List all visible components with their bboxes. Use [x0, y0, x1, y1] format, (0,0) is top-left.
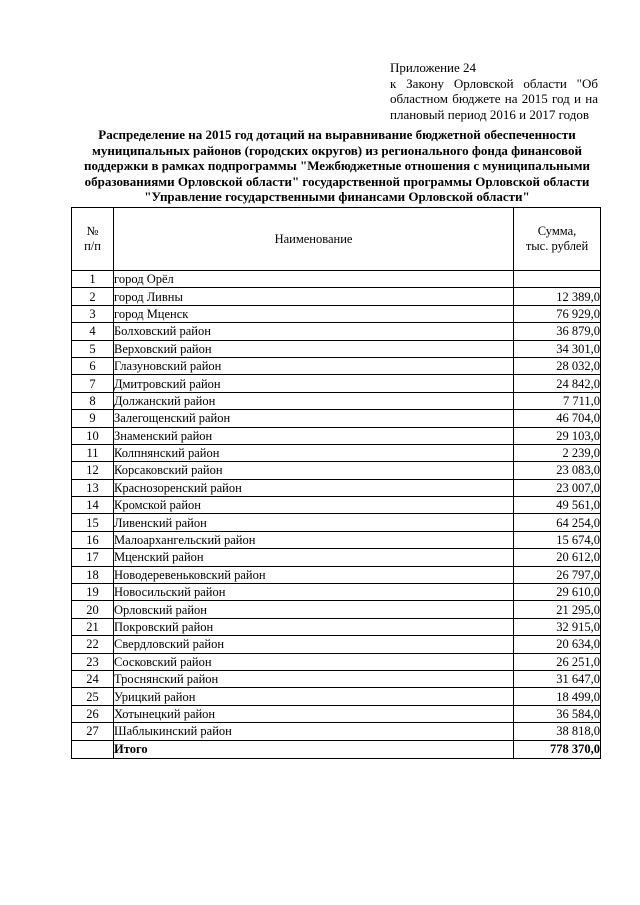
- row-sum-cell: 28 032,0: [514, 357, 601, 374]
- row-name-cell: Шаблыкинский район: [114, 723, 514, 740]
- row-sum-cell: 29 103,0: [514, 427, 601, 444]
- row-sum-cell: 26 251,0: [514, 653, 601, 670]
- table-row: [72, 601, 601, 618]
- table-row: [72, 427, 601, 444]
- row-name-cell: город Орёл: [114, 271, 514, 288]
- row-number-cell: 21: [72, 618, 114, 635]
- table-row: [72, 531, 601, 548]
- row-number-cell: 26: [72, 705, 114, 722]
- row-number-cell: 11: [72, 444, 114, 461]
- row-name-cell: Глазуновский район: [114, 357, 514, 374]
- row-number-cell: 16: [72, 531, 114, 548]
- table-row: [72, 566, 601, 583]
- title-line: Распределение на 2015 год дотаций на выравнивание бюджетной обеспеченности: [98, 127, 576, 142]
- row-number-cell: 2: [72, 288, 114, 305]
- table-row: [72, 462, 601, 479]
- row-sum-cell: 46 704,0: [514, 410, 601, 427]
- row-number-cell: 20: [72, 601, 114, 618]
- row-number-cell: 19: [72, 584, 114, 601]
- row-name-cell: Колпнянский район: [114, 444, 514, 461]
- row-sum-cell: 12 389,0: [514, 288, 601, 305]
- total-row: [72, 740, 601, 758]
- row-sum-cell: 15 674,0: [514, 531, 601, 548]
- row-number-cell: 24: [72, 670, 114, 687]
- row-name-cell: Орловский район: [114, 601, 514, 618]
- row-number-cell: 14: [72, 497, 114, 514]
- table-row: [72, 705, 601, 722]
- row-number-cell: 5: [72, 340, 114, 357]
- row-sum-cell: 34 301,0: [514, 340, 601, 357]
- row-sum-cell: 20 634,0: [514, 636, 601, 653]
- row-sum-cell: [514, 271, 601, 288]
- row-number-cell: 27: [72, 723, 114, 740]
- header-name: Наименование: [114, 208, 514, 271]
- row-name-cell: Кромской район: [114, 497, 514, 514]
- row-number-cell: 4: [72, 323, 114, 340]
- row-number-cell: 12: [72, 462, 114, 479]
- row-name-cell: Знаменский район: [114, 427, 514, 444]
- row-name-cell: Хотынецкий район: [114, 705, 514, 722]
- title-line: образованиями Орловской области" государственной программы Орловской области: [84, 173, 590, 189]
- row-name-cell: Покровский район: [114, 618, 514, 635]
- row-name-cell: Краснозоренский район: [114, 479, 514, 496]
- row-number-cell: 7: [72, 375, 114, 392]
- row-name-cell: Болховский район: [114, 323, 514, 340]
- table-body: [72, 271, 601, 759]
- row-name-cell: Корсаковский район: [114, 462, 514, 479]
- row-number-cell: 9: [72, 410, 114, 427]
- table-row: [72, 723, 601, 740]
- table-row: [72, 514, 601, 531]
- table-row: [72, 479, 601, 496]
- row-sum-cell: 31 647,0: [514, 670, 601, 687]
- row-name-cell: Свердловский район: [114, 636, 514, 653]
- table-row: [72, 340, 601, 357]
- row-name-cell: Мценский район: [114, 549, 514, 566]
- row-name-cell: город Мценск: [114, 305, 514, 322]
- row-number-cell: 6: [72, 357, 114, 374]
- header-sum: [514, 208, 601, 271]
- row-number-cell: 1: [72, 271, 114, 288]
- distribution-table: [71, 207, 601, 759]
- table-row: [72, 375, 601, 392]
- appendix-line: плановый период 2016 и 2017 годов: [390, 106, 590, 122]
- row-sum-cell: 21 295,0: [514, 601, 601, 618]
- row-sum-cell: 23 007,0: [514, 479, 601, 496]
- row-number-cell: 23: [72, 653, 114, 670]
- row-name-cell: Залегощенский район: [114, 410, 514, 427]
- header-sum-label: Сумма,: [537, 224, 577, 238]
- row-sum-cell: 18 499,0: [514, 688, 601, 705]
- row-number-cell: 10: [72, 427, 114, 444]
- row-sum-cell: 36 879,0: [514, 323, 601, 340]
- appendix-line: к Закону Орловской области "Об: [390, 75, 598, 91]
- row-sum-cell: 38 818,0: [514, 723, 601, 740]
- table-row: [72, 497, 601, 514]
- row-number-cell: 8: [72, 392, 114, 409]
- table-row: [72, 444, 601, 461]
- row-sum-cell: 2 239,0: [514, 444, 601, 461]
- row-sum-cell: 26 797,0: [514, 566, 601, 583]
- row-name-cell: город Ливны: [114, 288, 514, 305]
- header-sum-unit: тыс. рублей: [525, 239, 589, 253]
- document-title: [72, 127, 602, 205]
- row-number-cell: 22: [72, 636, 114, 653]
- title-line: "Управление государственными финансами Орловской области": [144, 189, 530, 205]
- row-sum-cell: 24 842,0: [514, 375, 601, 392]
- table-row: [72, 357, 601, 374]
- table-row: [72, 670, 601, 687]
- row-name-cell: Троснянский район: [114, 670, 514, 687]
- row-number-cell: 17: [72, 549, 114, 566]
- table-row: [72, 636, 601, 653]
- appendix-header: [390, 60, 598, 122]
- header-number-abbrev: п/п: [84, 239, 101, 253]
- table-row: [72, 323, 601, 340]
- row-name-cell: Новосильский район: [114, 584, 514, 601]
- table-header-row: [72, 208, 601, 271]
- row-number-cell: 13: [72, 479, 114, 496]
- row-name-cell: Урицкий район: [114, 688, 514, 705]
- appendix-line: областном бюджете на 2015 год и на: [390, 91, 598, 106]
- row-name-cell: Верховский район: [114, 340, 514, 357]
- table-row: [72, 392, 601, 409]
- appendix-line: Приложение 24: [390, 60, 477, 75]
- table-row: [72, 688, 601, 705]
- table-row: [72, 618, 601, 635]
- row-sum-cell: 64 254,0: [514, 514, 601, 531]
- header-number: [72, 208, 114, 271]
- table-row: [72, 584, 601, 601]
- row-number-cell: 3: [72, 305, 114, 322]
- row-sum-cell: 32 915,0: [514, 618, 601, 635]
- row-number-cell: 18: [72, 566, 114, 583]
- row-name-cell: Сосковский район: [114, 653, 514, 670]
- table-row: [72, 305, 601, 322]
- total-number-cell: [72, 740, 114, 758]
- row-name-cell: Дмитровский район: [114, 375, 514, 392]
- row-name-cell: Малоархангельский район: [114, 531, 514, 548]
- row-number-cell: 15: [72, 514, 114, 531]
- row-name-cell: Ливенский район: [114, 514, 514, 531]
- table-row: [72, 410, 601, 427]
- table-row: [72, 653, 601, 670]
- row-sum-cell: 7 711,0: [514, 392, 601, 409]
- row-sum-cell: 36 584,0: [514, 705, 601, 722]
- table-row: [72, 288, 601, 305]
- table-row: [72, 271, 601, 288]
- table-row: [72, 549, 601, 566]
- row-sum-cell: 76 929,0: [514, 305, 601, 322]
- title-line: муниципальных районов (городских округов) из регионального фонда финансовой: [92, 142, 582, 158]
- row-sum-cell: 29 610,0: [514, 584, 601, 601]
- title-line: поддержки в рамках подпрограммы "Межбюджетные отношения с муниципальными: [84, 158, 590, 174]
- total-label: Итого: [114, 740, 514, 758]
- row-name-cell: Должанский район: [114, 392, 514, 409]
- row-sum-cell: 23 083,0: [514, 462, 601, 479]
- row-number-cell: 25: [72, 688, 114, 705]
- row-sum-cell: 49 561,0: [514, 497, 601, 514]
- row-sum-cell: 20 612,0: [514, 549, 601, 566]
- total-sum: 778 370,0: [514, 740, 601, 758]
- row-name-cell: Новодеревеньковский район: [114, 566, 514, 583]
- header-number-symbol: №: [86, 224, 99, 238]
